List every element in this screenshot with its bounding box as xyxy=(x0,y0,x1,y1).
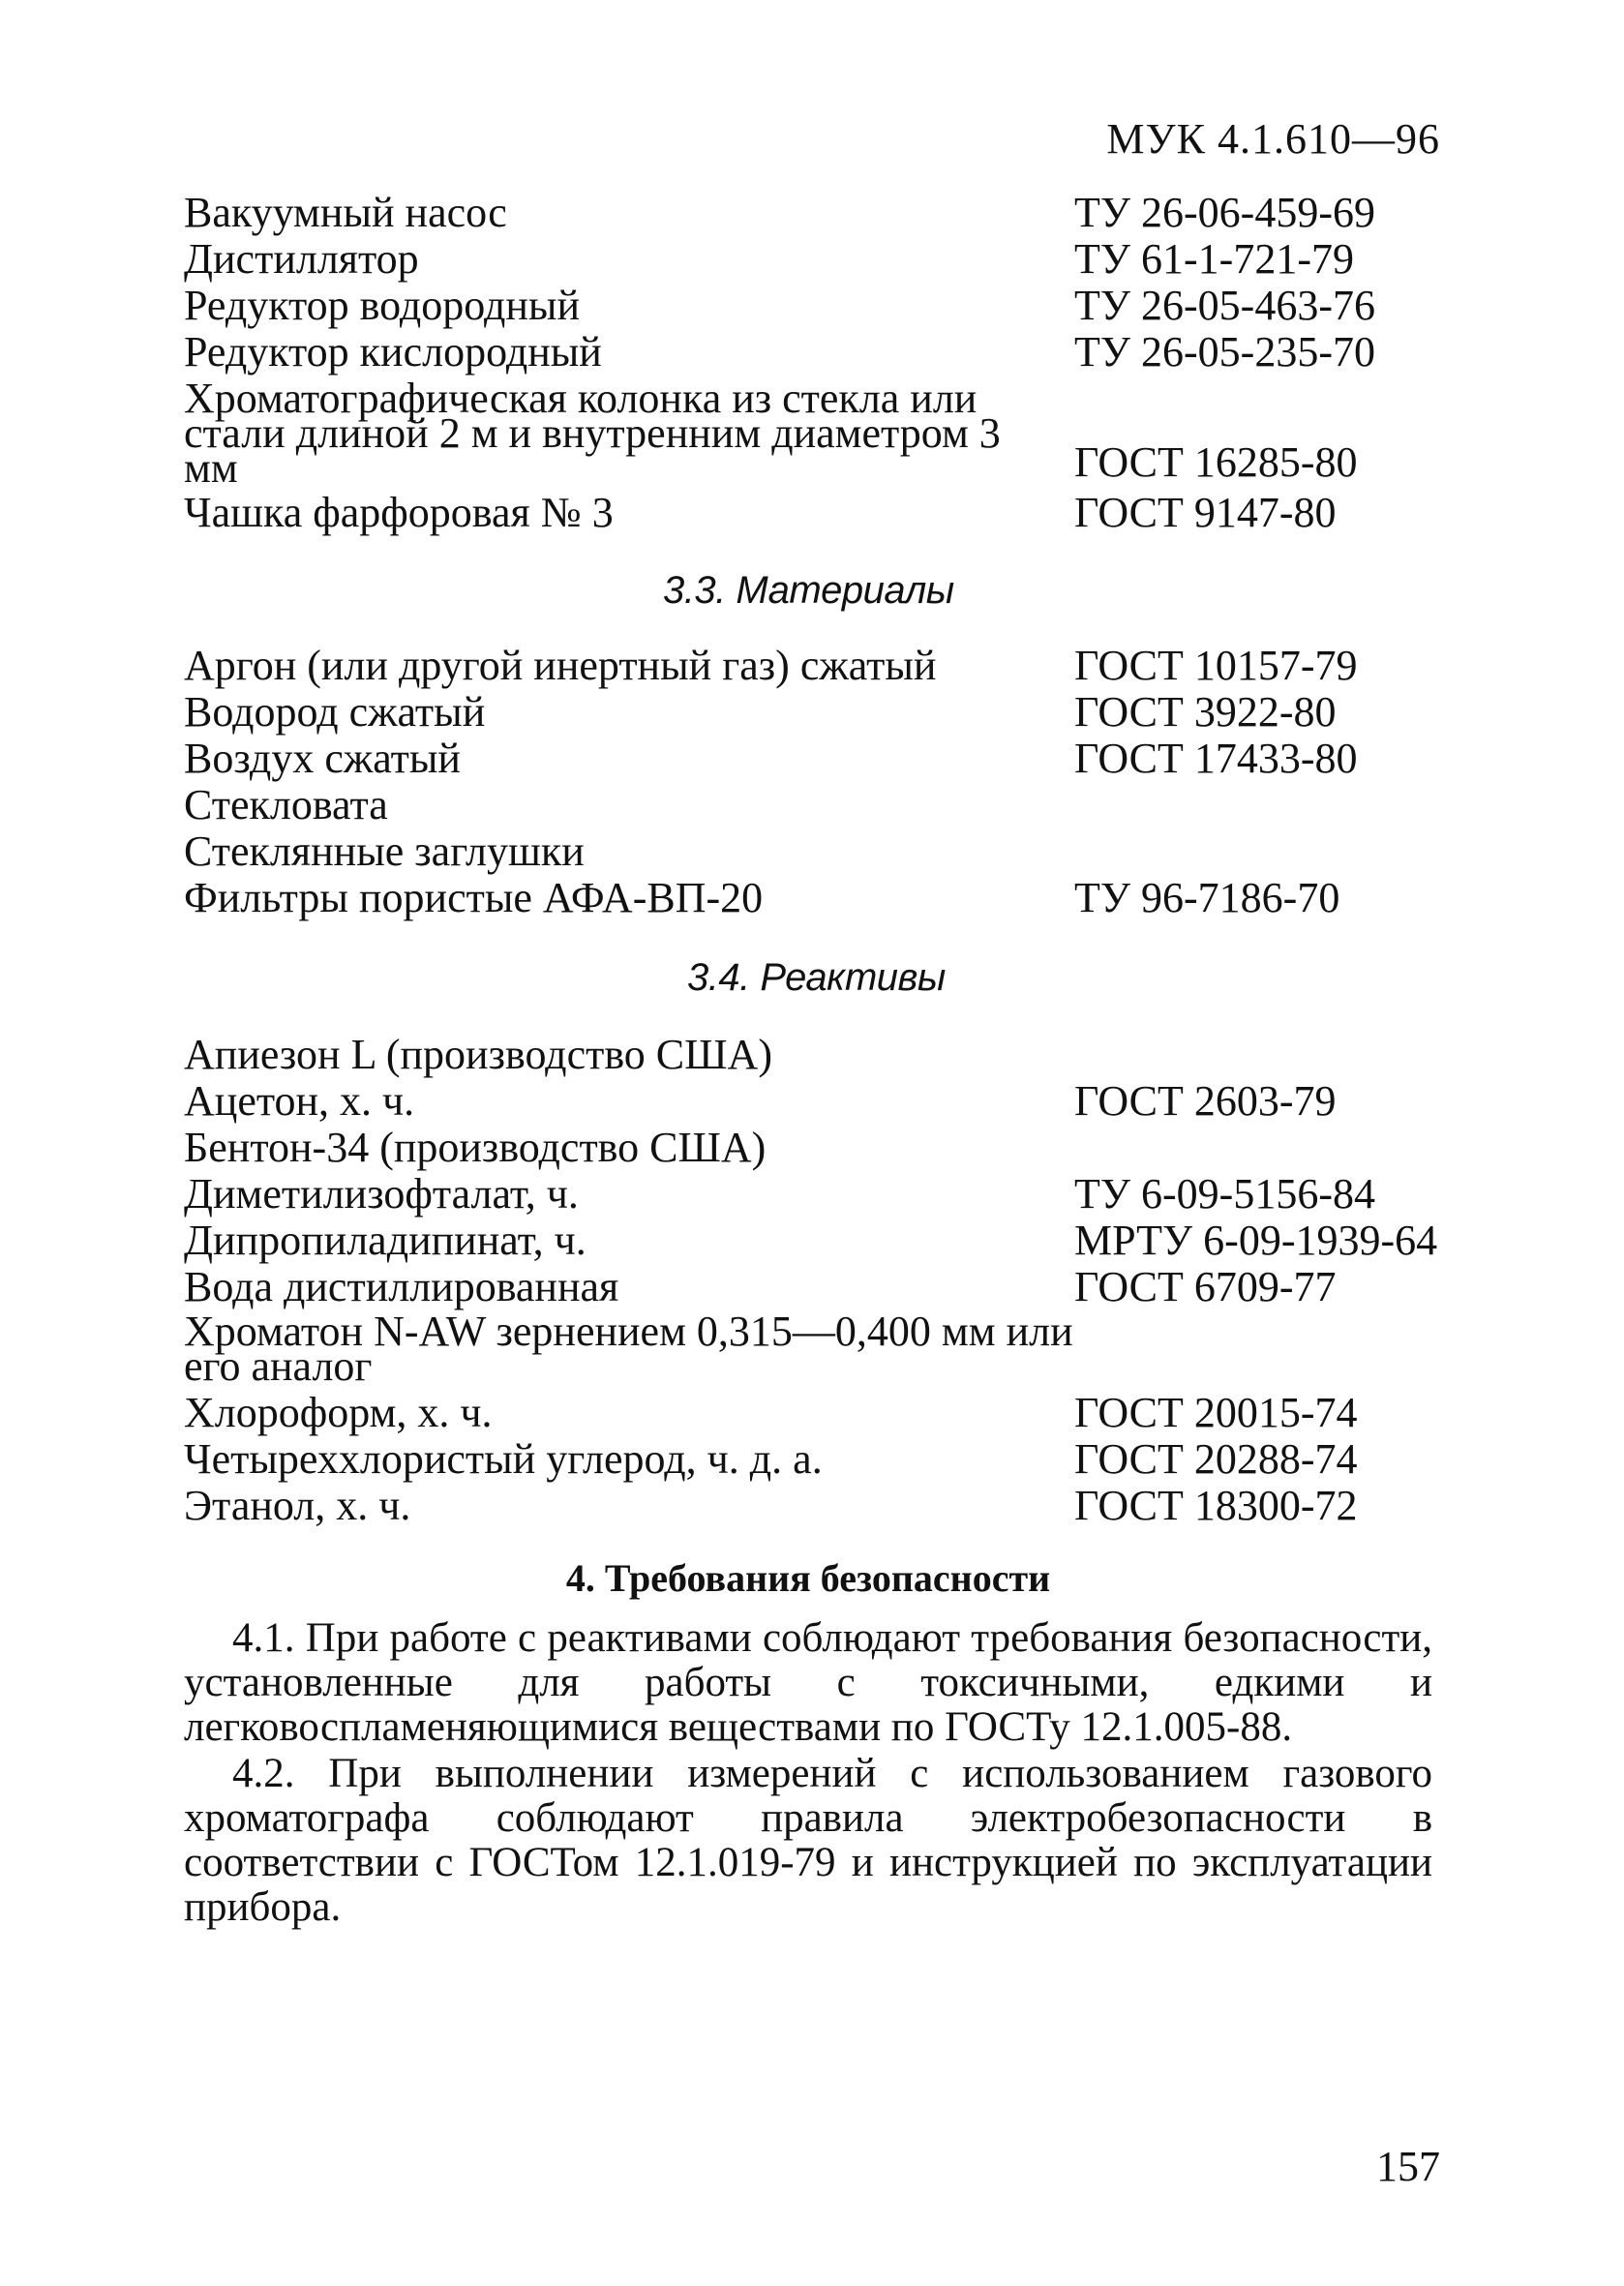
item-name: Стеклянные заглушки xyxy=(184,827,585,875)
item-standard: ГОСТ 18300-72 xyxy=(1074,1482,1358,1529)
item-name: Хроматографическая колонка из стекла или стали длиной 2 м и внутренним диаметром 3 мм xyxy=(184,375,1001,492)
paragraph: 4.2. При выполнении измерений с использованием газового хроматографа соблюдают правила электробезопасности в соответствии с ГОСТом 12.1.019-79 и инструкцией по эксплуатации прибора. xyxy=(184,1751,1432,1930)
materials-list xyxy=(184,643,1481,921)
item-standard: ГОСТ 2603-79 xyxy=(1074,1077,1337,1125)
list-item xyxy=(184,689,1481,736)
item-name: Водород сжатый xyxy=(184,688,486,736)
item-name: Редуктор кислородный xyxy=(184,328,602,376)
item-name: Аргон (или другой инертный газ) сжатый xyxy=(184,642,937,689)
item-standard: ГОСТ 20015-74 xyxy=(1074,1389,1358,1436)
item-standard: ТУ 61-1-721-79 xyxy=(1074,235,1354,283)
equipment-list xyxy=(184,190,1481,536)
item-name: Дистиллятор xyxy=(184,235,419,283)
list-item xyxy=(184,643,1481,689)
page-number: 157 xyxy=(1376,2143,1440,2190)
item-name: Хроматон N-AW зернением 0,315—0,400 мм или его аналог xyxy=(184,1308,1073,1390)
item-name: Бентон-34 (производство США) xyxy=(184,1124,767,1171)
item-standard: ГОСТ 10157-79 xyxy=(1074,642,1358,689)
item-name: Четыреххлористый углерод, ч. д. а. xyxy=(184,1435,823,1483)
item-name: Ацетон, х. ч. xyxy=(184,1077,415,1125)
list-item xyxy=(184,375,1481,492)
list-item xyxy=(184,875,1481,921)
paragraph: 4.1. При работе с реактивами соблюдают требования безопасности, установленные для работы с токсичными, едкими и легковоспламеняющимися веществами по ГОСТу 12.1.005-88. xyxy=(184,1615,1432,1750)
item-standard: ГОСТ 16285-80 xyxy=(1074,438,1358,486)
document-code: МУК 4.1.610—96 xyxy=(1106,115,1440,163)
item-name: Дипропиладипинат, ч. xyxy=(184,1217,586,1264)
item-standard: ГОСТ 20288-74 xyxy=(1074,1435,1358,1483)
item-standard: ГОСТ 3922-80 xyxy=(1074,688,1337,736)
item-name: Хлороформ, х. ч. xyxy=(184,1389,493,1436)
item-name: Этанол, х. ч. xyxy=(184,1482,411,1529)
item-standard: ГОСТ 17433-80 xyxy=(1074,735,1358,782)
list-item xyxy=(184,1390,1481,1436)
item-name: Вакуумный насос xyxy=(184,189,507,236)
section-heading-materials: 3.3. Материалы xyxy=(663,569,954,612)
item-standard: ТУ 26-06-459-69 xyxy=(1074,189,1375,236)
item-name: Редуктор водородный xyxy=(184,282,581,329)
list-item xyxy=(184,1308,1481,1390)
item-standard: ТУ 26-05-463-76 xyxy=(1074,282,1375,329)
item-name: Диметилизофталат, ч. xyxy=(184,1170,579,1218)
list-item xyxy=(184,283,1481,329)
item-standard: МРТУ 6-09-1939-64 xyxy=(1074,1217,1438,1264)
list-item xyxy=(184,1218,1481,1264)
item-standard xyxy=(1074,1125,1481,1171)
item-name: Воздух сжатый xyxy=(184,735,461,782)
list-item xyxy=(184,782,1481,828)
list-item xyxy=(184,1483,1481,1529)
list-item xyxy=(184,1078,1481,1125)
item-standard: ГОСТ 6709-77 xyxy=(1074,1263,1337,1310)
item-standard xyxy=(1074,782,1481,828)
item-standard xyxy=(1074,828,1481,875)
item-name: Стекловата xyxy=(184,781,388,828)
reagents-list xyxy=(184,1032,1481,1529)
item-standard: ГОСТ 9147-80 xyxy=(1074,489,1337,536)
list-item xyxy=(184,329,1481,376)
list-item xyxy=(184,1032,1481,1078)
item-name: Вода дистиллированная xyxy=(184,1263,619,1310)
section-heading-reagents: 3.4. Реактивы xyxy=(687,956,946,999)
list-item xyxy=(184,236,1481,283)
item-standard: ТУ 26-05-235-70 xyxy=(1074,328,1375,376)
list-item xyxy=(184,190,1481,236)
list-item xyxy=(184,736,1481,782)
section-heading-safety: 4. Требования безопасности xyxy=(565,1556,1051,1600)
item-name: Апиезон L (производство США) xyxy=(184,1031,772,1078)
list-item xyxy=(184,1171,1481,1218)
list-item xyxy=(184,1125,1481,1171)
item-standard xyxy=(1074,1032,1481,1078)
list-item xyxy=(184,490,1481,536)
list-item xyxy=(184,1264,1481,1310)
item-standard: ТУ 96-7186-70 xyxy=(1074,874,1340,921)
item-name: Фильтры пористые АФА-ВП-20 xyxy=(184,874,764,921)
list-item xyxy=(184,1436,1481,1483)
item-standard: ТУ 6-09-5156-84 xyxy=(1074,1170,1375,1218)
list-item xyxy=(184,828,1481,875)
item-name: Чашка фарфоровая № 3 xyxy=(184,489,614,536)
